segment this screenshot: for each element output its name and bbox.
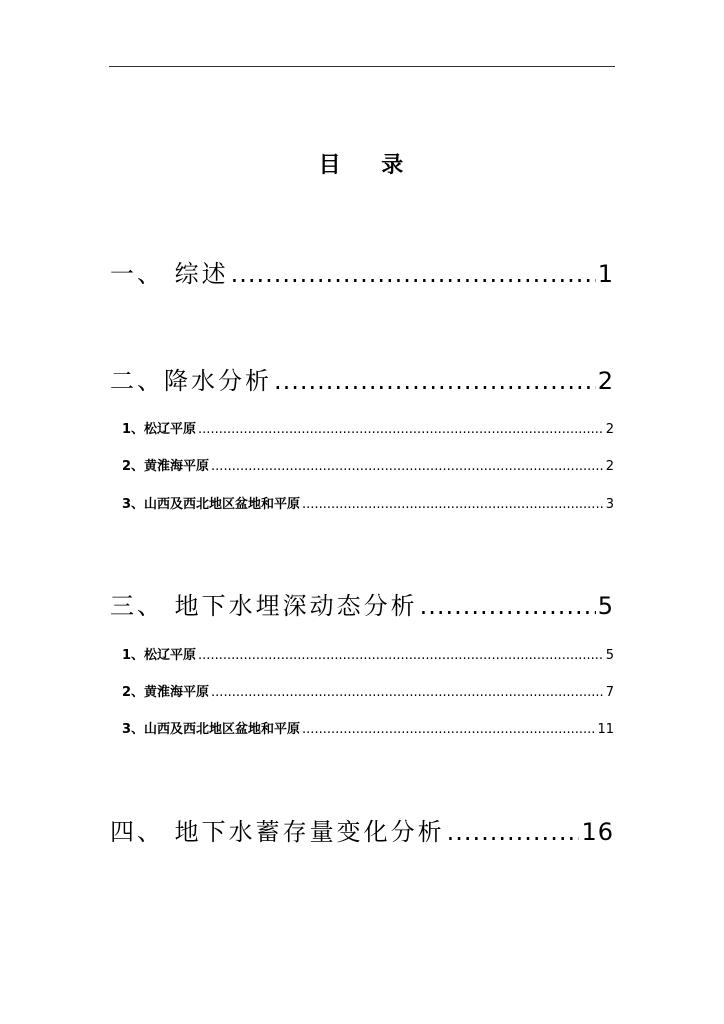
toc-entry-label: 四、 地下水蓄存量变化分析 (110, 818, 445, 846)
dot-leader (274, 367, 596, 395)
toc-subentry[interactable] (122, 493, 614, 512)
toc-subentry-label: 1、松辽平原 (122, 422, 197, 437)
toc-subentry-label: 2、黄淮海平原 (122, 459, 210, 474)
toc-subentry[interactable] (122, 718, 614, 737)
toc-subentry-label: 3、山西及西北地区盆地和平原 (122, 497, 301, 512)
toc-subentry[interactable] (122, 644, 614, 663)
toc-entry-overview[interactable] (110, 254, 614, 289)
toc-title: 目 录 (318, 153, 406, 178)
toc-page-number: 2 (597, 367, 614, 395)
toc-entry-groundwater-depth[interactable] (110, 586, 614, 621)
dot-leader (231, 260, 596, 288)
toc-page-number: 7 (605, 685, 614, 700)
toc-page-number: 16 (581, 818, 614, 846)
dot-leader (198, 422, 604, 437)
dot-leader (302, 722, 595, 737)
toc-page-number: 1 (597, 260, 614, 288)
toc-entry-label: 一、 综述 (110, 260, 229, 288)
toc-subentry-label: 2、黄淮海平原 (122, 685, 210, 700)
toc-entry-label: 三、 地下水埋深动态分析 (110, 592, 418, 620)
dot-leader (211, 685, 604, 700)
toc-entry-label: 二、降水分析 (110, 367, 272, 395)
header-rule (109, 66, 615, 67)
toc-entry-groundwater-storage[interactable] (110, 812, 614, 847)
toc-page-number: 2 (605, 459, 614, 474)
dot-leader (447, 818, 580, 846)
dot-leader (420, 592, 596, 620)
dot-leader (302, 497, 604, 512)
dot-leader (211, 459, 604, 474)
toc-subentry-label: 3、山西及西北地区盆地和平原 (122, 722, 301, 737)
toc-page-number: 2 (605, 422, 614, 437)
toc-subentry[interactable] (122, 455, 614, 474)
toc-entry-precipitation[interactable] (110, 361, 614, 396)
toc-page-number: 5 (597, 592, 614, 620)
toc-subentry[interactable] (122, 418, 614, 437)
toc-page-number: 5 (605, 648, 614, 663)
toc-page-number: 11 (597, 722, 614, 737)
dot-leader (198, 648, 604, 663)
toc-subentry-label: 1、松辽平原 (122, 648, 197, 663)
toc-page-number: 3 (605, 497, 614, 512)
toc-subentry[interactable] (122, 681, 614, 700)
